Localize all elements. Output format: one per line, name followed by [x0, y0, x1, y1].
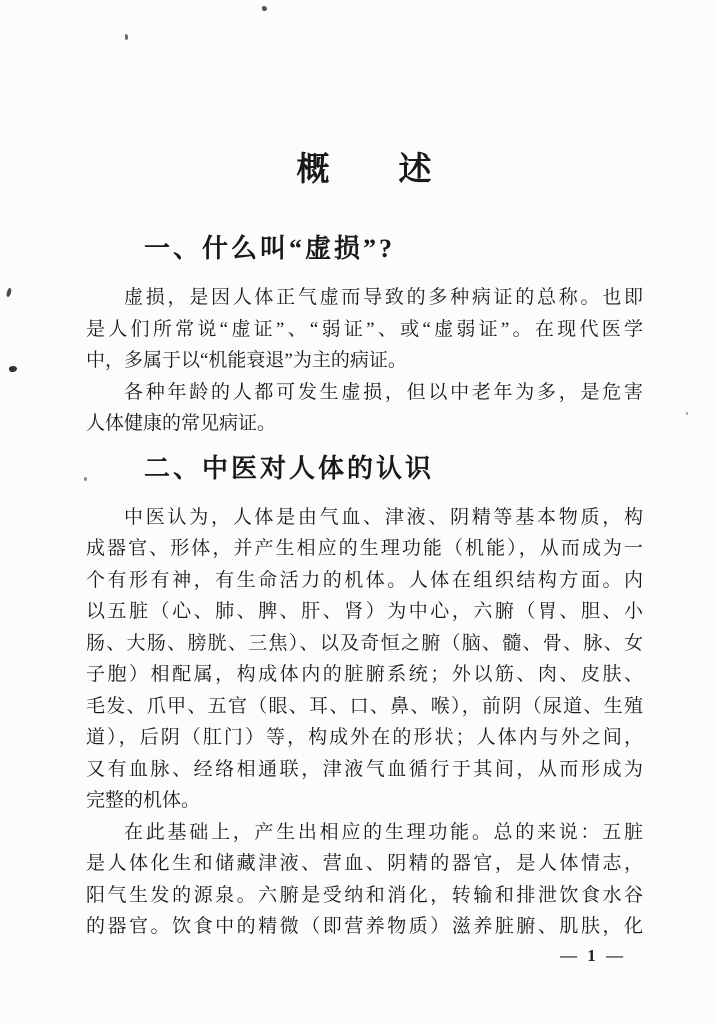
text-line: 又有血脉、经络相通联，津液气血循行于其间，从而形成为 — [86, 758, 643, 780]
text-line: 人体健康的常见病证。 — [86, 413, 277, 434]
text-line: 在此基础上，产生出相应的生理功能。总的来说：五脏 — [124, 821, 643, 843]
text-line: 子胞）相配属，构成体内的脏腑系统；外以筋、肉、皮肤、 — [86, 664, 643, 685]
scan-speck — [8, 365, 17, 373]
text-line: 道），后阴（肛门）等，构成外在的形状；人体内与外之间， — [86, 727, 643, 748]
text-line: 成器官、形体，并产生相应的生理功能（机能），从而成为一 — [86, 538, 643, 559]
text-line: 各种年龄的人都可发生虚损，但以中老年为多，是危害 — [124, 381, 643, 403]
scan-speck — [84, 477, 87, 481]
scan-speck — [686, 412, 688, 415]
paragraph — [86, 502, 643, 817]
page-number: — 1 — — [560, 946, 626, 965]
scan-speck — [262, 6, 267, 11]
text-line: 阳气生发的源泉。六腑是受纳和消化，转输和排泄饮食水谷 — [86, 884, 643, 906]
paragraph — [86, 817, 643, 943]
text-line: 是人们所常说“虚证”、“弱证”、或“虚弱证”。在现代医学 — [86, 318, 643, 340]
text-line: 个有形有神，有生命活力的机体。人体在组织结构方面。内 — [86, 569, 643, 591]
text-line: 毛发、爪甲、五官（眼、耳、口、鼻、喉），前阴（尿道、生殖 — [86, 695, 643, 717]
text-line: 是人体化生和储藏津液、营血、阴精的器官，是人体情志， — [86, 853, 643, 874]
text-line: 中医认为，人体是由气血、津液、阴精等基本物质，构 — [124, 506, 643, 528]
text-line: 以五脏（心、肺、脾、肝、肾）为中心，六腑（胃、胆、小 — [86, 601, 643, 622]
scan-speck — [125, 34, 128, 40]
page-title: 概 述 — [296, 152, 433, 188]
text-line: 完整的机体。 — [86, 790, 201, 811]
text-line: 虚损，是因人体正气虚而导致的多种病证的总称。也即 — [124, 287, 643, 308]
section-heading: 二、中医对人体的认识 — [144, 453, 435, 483]
scan-speck — [6, 288, 13, 298]
paragraph — [86, 282, 643, 377]
text-line: 的器官。饮食中的精微（即营养物质）滋养脏腑、肌肤，化 — [86, 916, 643, 937]
page-content — [86, 150, 643, 943]
text-line: 中，多属于以“机能衰退”为主的病证。 — [86, 350, 407, 371]
paragraph — [86, 377, 643, 440]
text-line: 肠、大肠、膀胱、三焦）、以及奇恒之腑（脑、髓、骨、脉、女 — [86, 632, 643, 654]
section-heading: 一、什么叫“虚损”? — [144, 234, 396, 263]
